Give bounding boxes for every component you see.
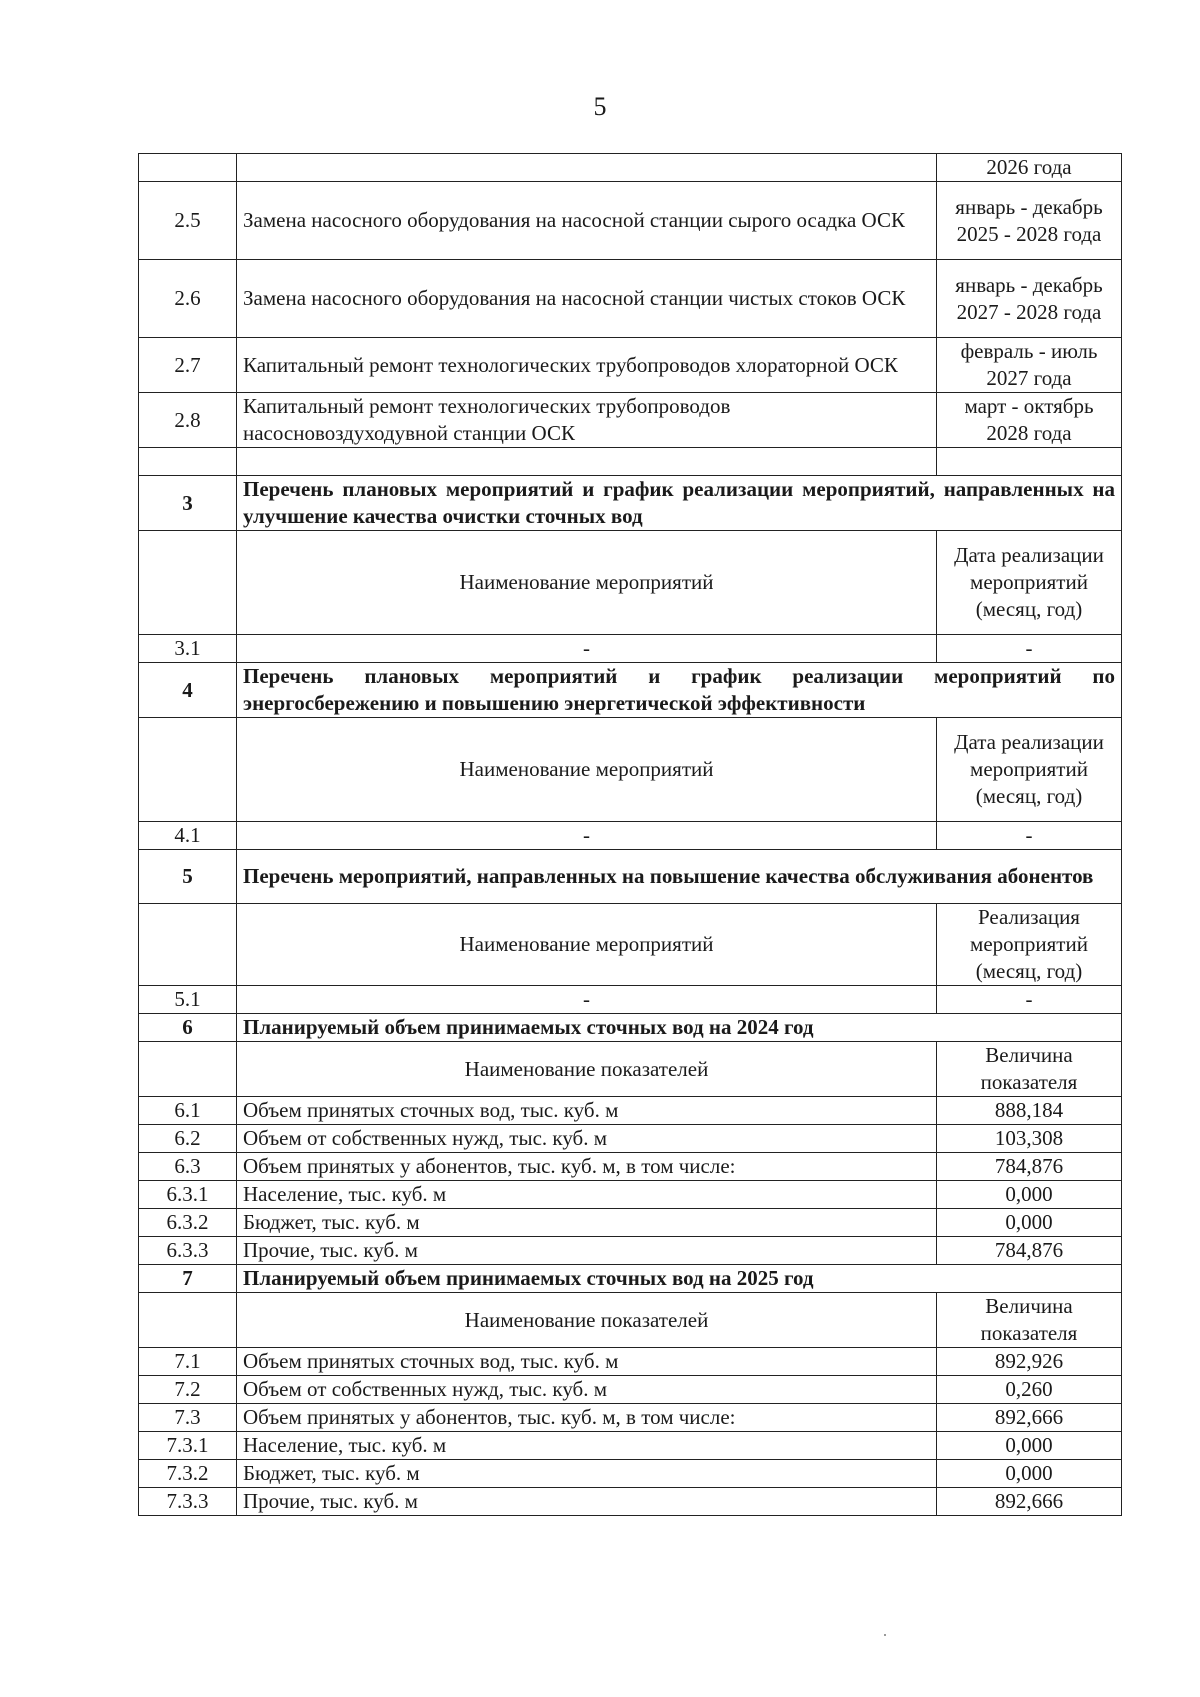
row-value: январь - декабрь 2027 - 2028 года <box>937 260 1122 338</box>
section-number: 4 <box>139 663 237 718</box>
table-row <box>139 1376 1122 1404</box>
row-number: 7.1 <box>139 1348 237 1376</box>
row-name: Объем принятых у абонентов, тыс. куб. м, в том числе: <box>237 1153 937 1181</box>
section-title: Планируемый объем принимаемых сточных вод на 2024 год <box>237 1014 1122 1042</box>
row-value: 2026 года <box>937 154 1122 182</box>
row-number: 6.1 <box>139 1097 237 1125</box>
row-value: 103,308 <box>937 1125 1122 1153</box>
row-name: Замена насосного оборудования на насосной станции чистых стоков ОСК <box>237 260 937 338</box>
table-row <box>139 338 1122 393</box>
row-number: 2.6 <box>139 260 237 338</box>
header-number-cell <box>139 531 237 635</box>
section-heading-row <box>139 663 1122 718</box>
row-name: - <box>237 635 937 663</box>
row-number: 6.3.2 <box>139 1209 237 1237</box>
row-name: Капитальный ремонт технологических трубопроводов хлораторной ОСК <box>237 338 937 393</box>
column-header-name: Наименование мероприятий <box>237 904 937 986</box>
row-value: 888,184 <box>937 1097 1122 1125</box>
row-value: - <box>937 986 1122 1014</box>
row-number: 6.2 <box>139 1125 237 1153</box>
page-number: 5 <box>593 92 607 121</box>
row-value: 0,000 <box>937 1460 1122 1488</box>
row-name <box>237 154 937 182</box>
section-heading-row <box>139 1265 1122 1293</box>
column-header-row <box>139 718 1122 822</box>
row-value: 0,260 <box>937 1376 1122 1404</box>
row-number: 7.3.1 <box>139 1432 237 1460</box>
row-number-cell <box>139 448 237 476</box>
header-number-cell <box>139 718 237 822</box>
row-value: февраль - июль 2027 года <box>937 338 1122 393</box>
section-title: Перечень мероприятий, направленных на повышение качества обслуживания абонентов <box>237 850 1122 904</box>
row-number: 4.1 <box>139 822 237 850</box>
section-title: Перечень плановых мероприятий и график реализации мероприятий, направленных на улучшение качества очистки сточных вод <box>237 476 1122 531</box>
table-row <box>139 1153 1122 1181</box>
table-body <box>139 154 1122 1516</box>
table-row <box>139 1181 1122 1209</box>
row-number: 7.3 <box>139 1404 237 1432</box>
header-number-cell <box>139 904 237 986</box>
table-row <box>139 1209 1122 1237</box>
section-number: 5 <box>139 850 237 904</box>
row-number: 6.3 <box>139 1153 237 1181</box>
row-value: 0,000 <box>937 1432 1122 1460</box>
row-name: Бюджет, тыс. куб. м <box>237 1460 937 1488</box>
column-header-name: Наименование показателей <box>237 1042 937 1097</box>
row-value: март - октябрь 2028 года <box>937 393 1122 448</box>
column-header-date: Величина показателя <box>937 1042 1122 1097</box>
row-number: 2.7 <box>139 338 237 393</box>
table-row <box>139 1348 1122 1376</box>
section-heading-row <box>139 1014 1122 1042</box>
row-date-cell <box>937 448 1122 476</box>
table-row <box>139 154 1122 182</box>
section-heading-row <box>139 850 1122 904</box>
section-heading-row <box>139 476 1122 531</box>
table-row <box>139 393 1122 448</box>
row-number <box>139 154 237 182</box>
row-number: 2.5 <box>139 182 237 260</box>
column-header-date: Дата реализации мероприятий (месяц, год) <box>937 531 1122 635</box>
table-row <box>139 182 1122 260</box>
row-name: Прочие, тыс. куб. м <box>237 1237 937 1265</box>
row-name: Население, тыс. куб. м <box>237 1432 937 1460</box>
row-value: 892,926 <box>937 1348 1122 1376</box>
row-value: 0,000 <box>937 1209 1122 1237</box>
row-number: 5.1 <box>139 986 237 1014</box>
row-number: 2.8 <box>139 393 237 448</box>
row-name: - <box>237 822 937 850</box>
row-value: 784,876 <box>937 1237 1122 1265</box>
row-number: 3.1 <box>139 635 237 663</box>
table-row <box>139 1460 1122 1488</box>
section-title: Планируемый объем принимаемых сточных вод на 2025 год <box>237 1265 1122 1293</box>
row-name: Объем принятых у абонентов, тыс. куб. м, в том числе: <box>237 1404 937 1432</box>
column-header-row <box>139 904 1122 986</box>
table-row <box>139 1097 1122 1125</box>
row-name: Замена насосного оборудования на насосной станции сырого осадка ОСК <box>237 182 937 260</box>
column-header-date: Величина показателя <box>937 1293 1122 1348</box>
column-header-name: Наименование мероприятий <box>237 718 937 822</box>
table-row <box>139 635 1122 663</box>
column-header-row <box>139 1042 1122 1097</box>
row-name: Население, тыс. куб. м <box>237 1181 937 1209</box>
row-value: 892,666 <box>937 1488 1122 1516</box>
row-name: Бюджет, тыс. куб. м <box>237 1209 937 1237</box>
row-value: - <box>937 635 1122 663</box>
row-name: Объем от собственных нужд, тыс. куб. м <box>237 1125 937 1153</box>
row-value: январь - декабрь 2025 - 2028 года <box>937 182 1122 260</box>
column-header-row <box>139 531 1122 635</box>
row-value: 0,000 <box>937 1181 1122 1209</box>
section-number: 3 <box>139 476 237 531</box>
row-number: 7.3.2 <box>139 1460 237 1488</box>
table-row <box>139 260 1122 338</box>
row-name: Прочие, тыс. куб. м <box>237 1488 937 1516</box>
table-row <box>139 1237 1122 1265</box>
section-title: Перечень плановых мероприятий и график реализации мероприятий по энергосбережению и повышению энергетической эффективности <box>237 663 1122 718</box>
section-number: 7 <box>139 1265 237 1293</box>
row-number: 7.3.3 <box>139 1488 237 1516</box>
table-row <box>139 1125 1122 1153</box>
table-row <box>139 986 1122 1014</box>
row-name: Объем от собственных нужд, тыс. куб. м <box>237 1376 937 1404</box>
row-value: 892,666 <box>937 1404 1122 1432</box>
column-header-date: Реализация мероприятий (месяц, год) <box>937 904 1122 986</box>
row-number: 6.3.1 <box>139 1181 237 1209</box>
table-row <box>139 1432 1122 1460</box>
row-name: Объем принятых сточных вод, тыс. куб. м <box>237 1097 937 1125</box>
column-header-name: Наименование показателей <box>237 1293 937 1348</box>
row-name-cell <box>237 448 937 476</box>
row-name: - <box>237 986 937 1014</box>
table-row <box>139 1404 1122 1432</box>
header-number-cell <box>139 1042 237 1097</box>
table-row <box>139 1488 1122 1516</box>
row-number: 6.3.3 <box>139 1237 237 1265</box>
row-value: 784,876 <box>937 1153 1122 1181</box>
column-header-date: Дата реализации мероприятий (месяц, год) <box>937 718 1122 822</box>
section-number: 6 <box>139 1014 237 1042</box>
spacer-row <box>139 448 1122 476</box>
row-number: 7.2 <box>139 1376 237 1404</box>
document-table <box>138 153 1122 1516</box>
row-value: - <box>937 822 1122 850</box>
row-name: Объем принятых сточных вод, тыс. куб. м <box>237 1348 937 1376</box>
table-row <box>139 822 1122 850</box>
row-name: Капитальный ремонт технологических трубопроводов насосновоздуходувной станции ОСК <box>237 393 937 448</box>
scan-speck <box>884 1634 886 1636</box>
header-number-cell <box>139 1293 237 1348</box>
column-header-name: Наименование мероприятий <box>237 531 937 635</box>
column-header-row <box>139 1293 1122 1348</box>
